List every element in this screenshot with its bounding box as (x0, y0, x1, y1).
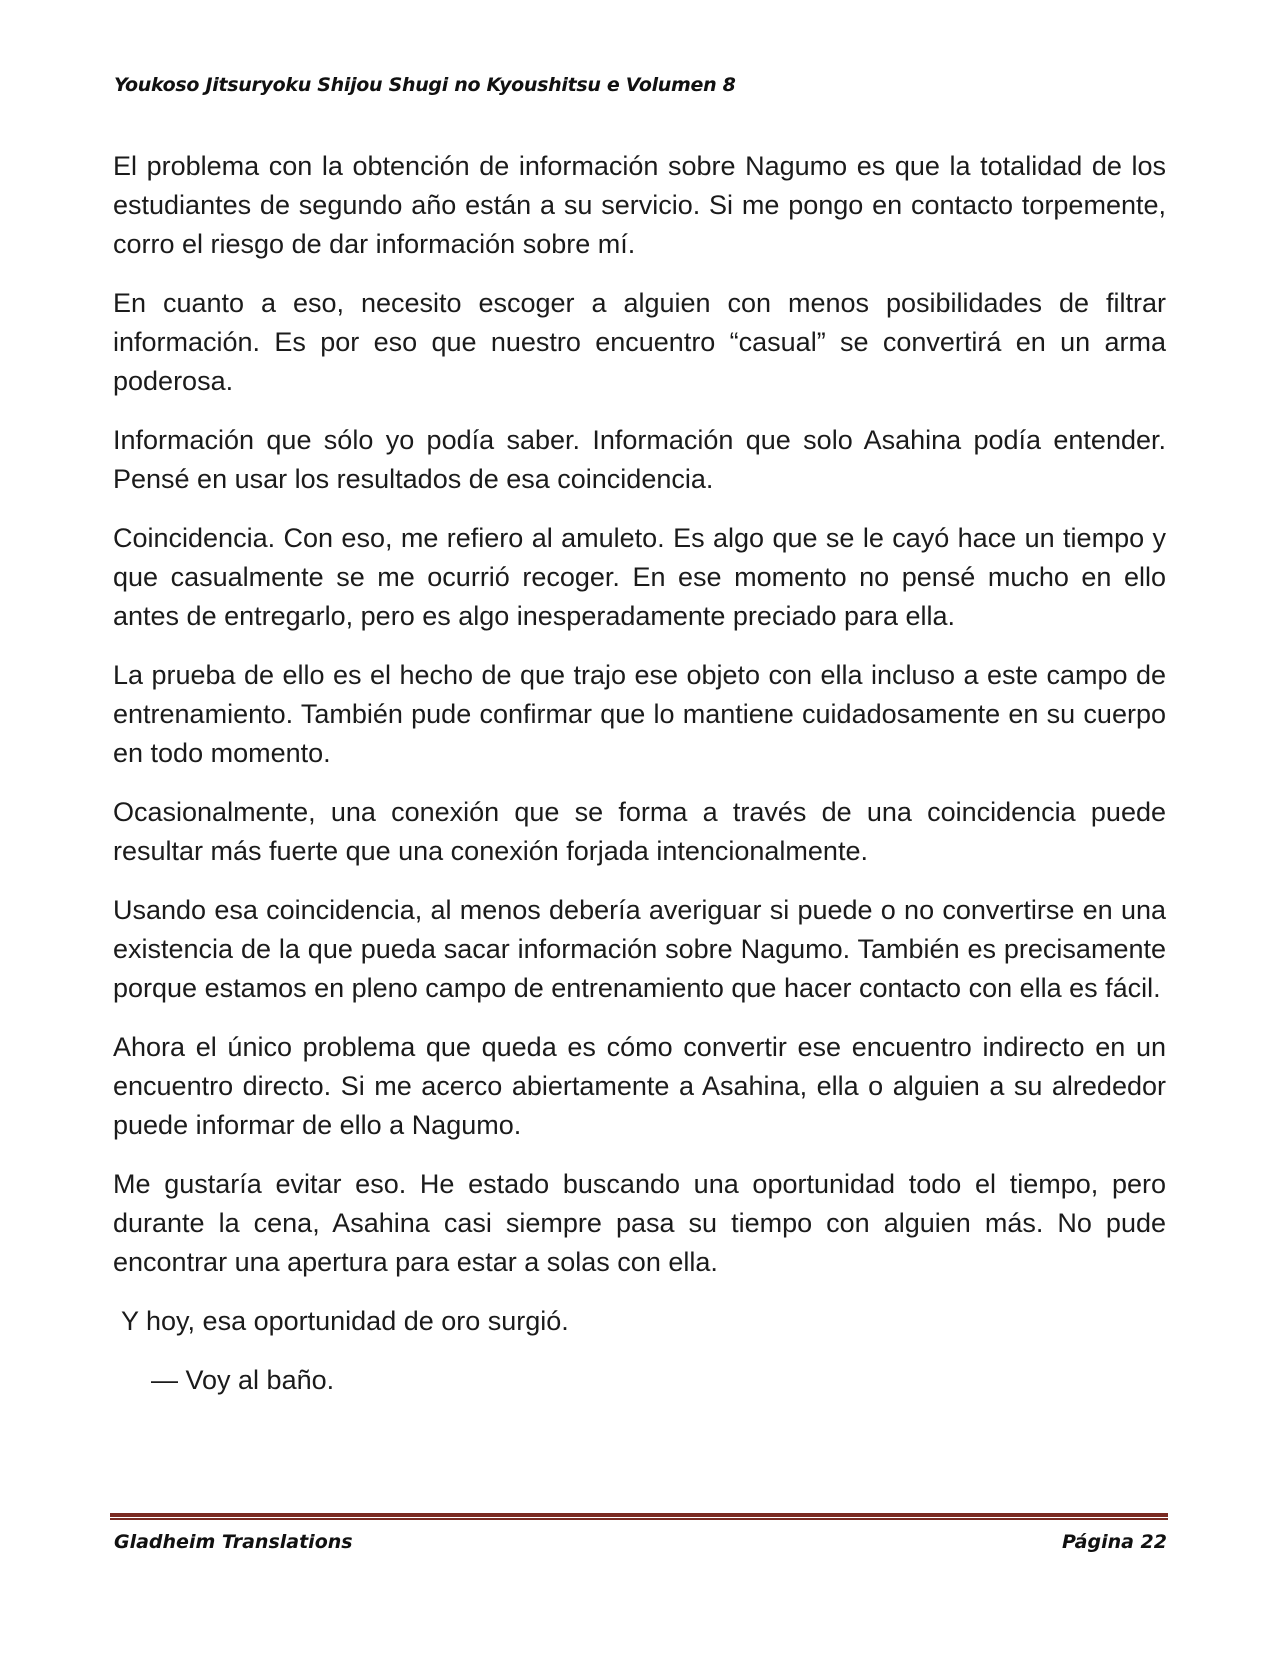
paragraph: Ahora el único problema que queda es cómo convertir ese encuentro indirecto en un encuentro directo. Si me acerco abiertamente a Asahina, ella o alguien a su alrededor puede informar de ello a Nagumo. (113, 1032, 1166, 1140)
dialogue-line: — Voy al baño. (151, 1365, 335, 1395)
footer-divider (110, 1513, 1168, 1520)
paragraph: Usando esa coincidencia, al menos debería averiguar si puede o no convertirse en una existencia de la que pueda sacar información sobre Nagumo. También es precisamente porque estamos en pleno campo de entrenamiento que hacer contacto con ella es fácil. (113, 895, 1166, 1003)
paragraph: En cuanto a eso, necesito escoger a alguien con menos posibilidades de filtrar información. Es por eso que nuestro encuentro “casual” se convertirá en un arma poderosa. (113, 288, 1166, 396)
paragraph: La prueba de ello es el hecho de que trajo ese objeto con ella incluso a este campo de entrenamiento. También pude confirmar que lo mantiene cuidadosamente en su cuerpo en todo momento. (113, 660, 1166, 768)
paragraph: Me gustaría evitar eso. He estado buscando una oportunidad todo el tiempo, pero durante la cena, Asahina casi siempre pasa su tiempo con alguien más. No pude encontrar una apertura para estar a solas con ella. (113, 1169, 1166, 1277)
paragraph: Coincidencia. Con eso, me refiero al amuleto. Es algo que se le cayó hace un tiempo y que casualmente se me ocurrió recoger. En ese momento no pensé mucho en ello antes de entregarlo, pero es algo inesperadamente preciado para ella. (113, 523, 1166, 631)
page-number: Página 22 (1061, 1531, 1167, 1553)
footer-divider-thin (110, 1518, 1168, 1520)
running-header: Youkoso Jitsuryoku Shijou Shugi no Kyoushitsu e Volumen 8 (114, 74, 736, 96)
paragraph: Información que sólo yo podía saber. Información que solo Asahina podía entender. Pensé en usar los resultados de esa coincidencia. (113, 425, 1166, 494)
body-text (113, 147, 1166, 1420)
footer-divider-thick (110, 1513, 1168, 1517)
paragraph: El problema con la obtención de información sobre Nagumo es que la totalidad de los estudiantes de segundo año están a su servicio. Si me pongo en contacto torpemente, corro el riesgo de dar información sobre mí. (113, 151, 1166, 259)
paragraph: Y hoy, esa oportunidad de oro surgió. (121, 1306, 569, 1336)
paragraph: Ocasionalmente, una conexión que se forma a través de una coincidencia puede resultar más fuerte que una conexión forjada intencionalmente. (113, 797, 1166, 866)
footer-credit: Gladheim Translations (114, 1531, 353, 1553)
